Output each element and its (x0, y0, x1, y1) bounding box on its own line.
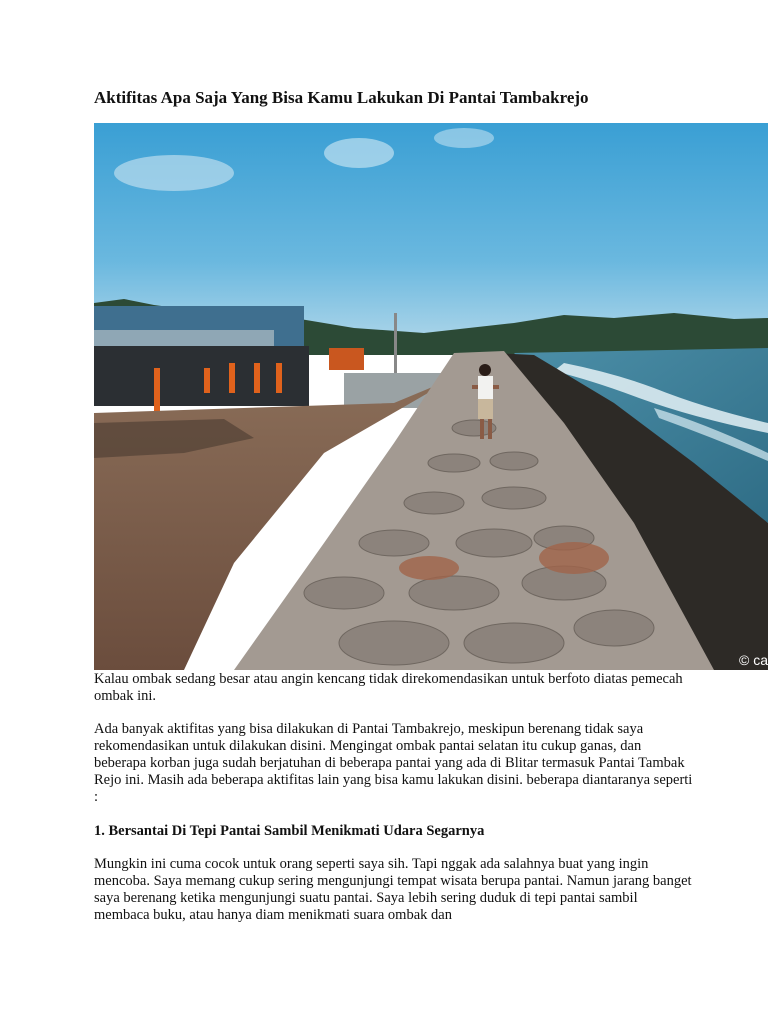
photo-watermark: © ca (739, 652, 768, 668)
photo-caption: Kalau ombak sedang besar atau angin kencang tidak direkomendasikan untuk berfoto diatas pemecah ombak ini. (94, 671, 683, 704)
section-heading: 1. Bersantai Di Tepi Pantai Sambil Menikmati Udara Segarnya (94, 823, 485, 839)
breakwater-photo (94, 123, 768, 670)
article-title: Aktifitas Apa Saja Yang Bisa Kamu Lakukan Di Pantai Tambakrejo (94, 88, 589, 107)
paragraph-intro: Ada banyak aktifitas yang bisa dilakukan di Pantai Tambakrejo, meskipun berenang tidak saya rekomendasikan untuk dilakukan disini. Mengingat ombak pantai selatan itu cukup ganas, dan beberapa korban juga sudah berjatuhan di beberapa pantai yang ada di Blitar termasuk Pantai Tambak Rejo ini. Masih ada beberapa aktifitas lain yang bisa kamu lakukan disini. beberapa diantaranya seperti : (94, 721, 693, 805)
paragraph-relax: Mungkin ini cuma cocok untuk orang seperti saya sih. Tapi nggak ada salahnya buat yang ingin mencoba. Saya memang cukup sering mengunjungi tempat wisata berupa pantai. Namun jarang banget saya berenang ketika mengunjungi suatu pantai. Saya lebih sering duduk di tepi pantai sambil membaca buku, atau hanya diam menikmati suara ombak dan (94, 856, 692, 923)
article-photo (94, 123, 768, 670)
